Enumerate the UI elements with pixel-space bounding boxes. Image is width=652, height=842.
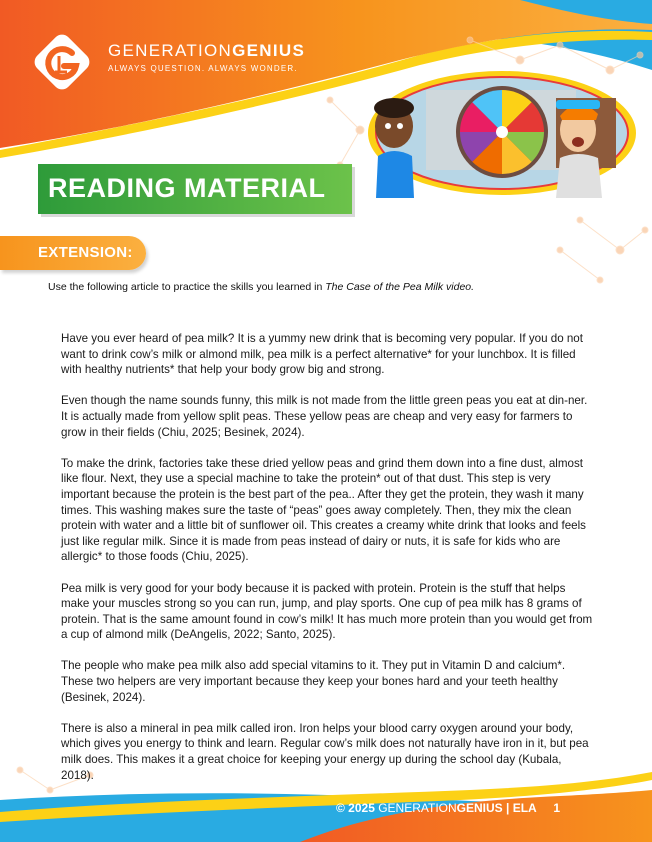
paragraph: There is also a mineral in pea milk called iron. Iron helps your blood carry oxygen around your body, which gives you energy to think and learn. Regular cow’s milk does not naturally have iron in it, but pea milk does. This makes it a great choice for keeping your energy up during the school day (Kubala, 2018). [61, 721, 589, 782]
page-number: 1 [553, 801, 561, 815]
paragraph: Have you ever heard of pea milk? It is a yummy new drink that is becoming very popular. If you do not want to drink cow’s milk or almond milk, pea milk is a perfect alternative* for your lunchbox. It is filled with healthy nutrients* that help your body grow big and strong. [61, 332, 583, 377]
video-title: The Case of the Pea Milk video. [325, 281, 475, 293]
intro-text: Use the following article to practice the skills you learned in The Case of the Pea Milk video. [48, 281, 475, 293]
article-body [61, 331, 593, 799]
brand-tagline: ALWAYS QUESTION. ALWAYS WONDER. [108, 64, 298, 73]
section-tab [0, 236, 146, 270]
brand-wordmark [108, 40, 305, 73]
brand-name: GENERATIONGENIUS [108, 41, 306, 60]
page-title: READING MATERIAL [48, 173, 326, 203]
generation-genius-logo[interactable] [26, 26, 98, 98]
paragraph: Pea milk is very good for your body because it is packed with protein. Protein is the stuff that helps make your muscles strong so you can run, jump, and play sports. One cup of pea milk has 8 grams of protein. That is the same amount found in cow’s milk! It has much more protein than you would get from a cup of almond milk (DeAngelis, 2022; Santo, 2025). [61, 581, 593, 642]
section-heading: EXTENSION: [38, 244, 133, 261]
hero-illustration [366, 68, 638, 198]
spinner-wheel [460, 90, 544, 174]
paragraph: Even though the name sounds funny, this milk is not made from the little green peas you eat at din-ner. It is actually made from yellow split peas. These yellow peas are cheap and very easy for farmers to grow in their fields (Chiu, 2025; Besinek, 2024). [61, 394, 588, 439]
paragraph: To make the drink, factories take these dried yellow peas and grind them down into a fine dust, almost like flour. Next, they use a special machine to take the protein* out of that dust. This step is very important because the protein is the best part of the pea.. After they get the protein, they wash it many times. This washing makes sure the taste of “peas” goes away completely. Then, they mix the clean protein with water and a little bit of sunflower oil. This creates a creamy white drink that looks and feels just like regular milk. Since it is made from peas instead of dairy or nuts, it is safe for kids who are allergic* to those foods (Chiu, 2025). [61, 456, 586, 564]
page-footer: © 2025 GENERATIONGENIUS | ELA 1 [336, 801, 561, 815]
paragraph: The people who make pea milk also add special vitamins to it. They put in Vitamin D and calcium*. These two helpers are very important because they keep your bones hard and your teeth healthy (Besinek, 2024). [61, 659, 566, 704]
title-banner [38, 164, 352, 214]
